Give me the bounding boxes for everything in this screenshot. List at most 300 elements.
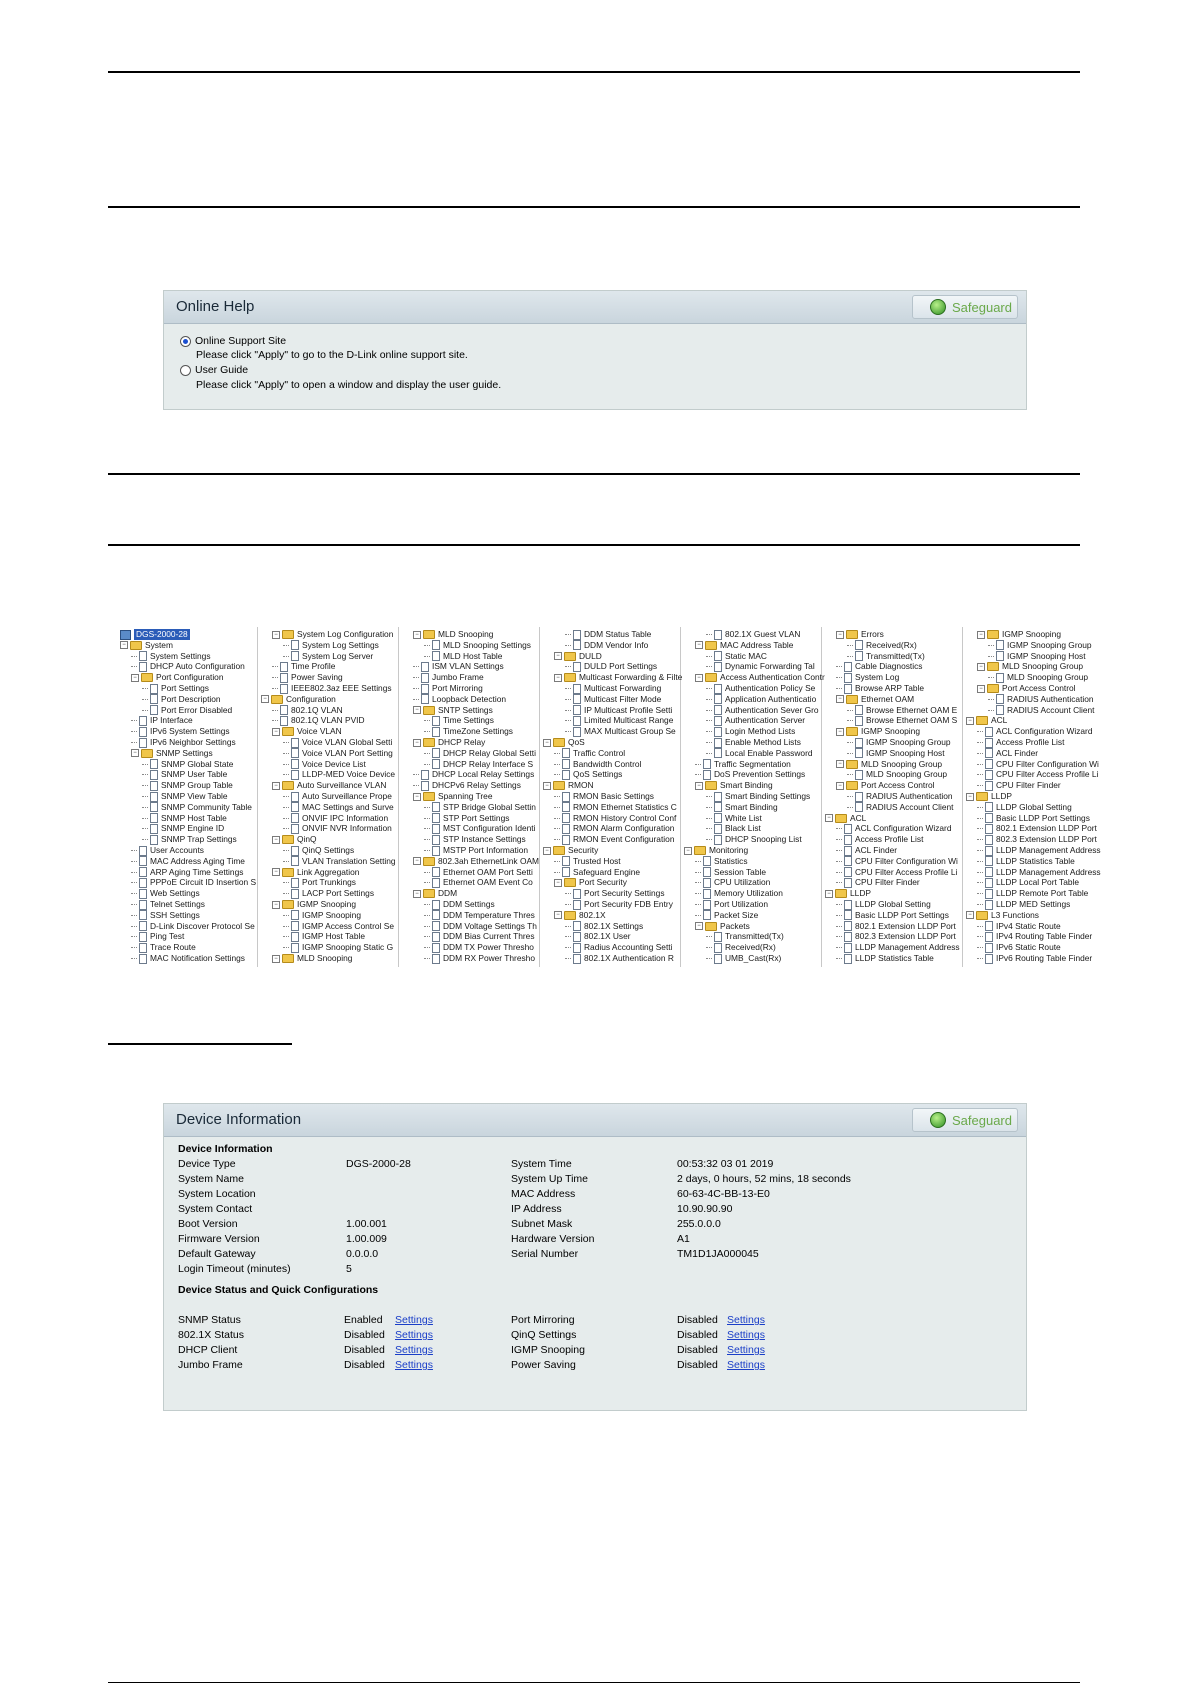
tree-item[interactable] [977,661,1083,672]
tree-item[interactable] [554,813,676,824]
radio-user-guide[interactable] [180,365,191,376]
tree-item[interactable] [977,867,1101,878]
tree-item[interactable] [554,823,674,834]
tree-item[interactable] [706,931,784,942]
tree-item[interactable] [565,888,665,899]
tree-item[interactable] [695,759,791,770]
tree-item[interactable] [565,715,673,726]
tree-item[interactable] [272,899,356,910]
tree-item[interactable] [977,888,1088,899]
collapse-toggle-icon[interactable]: − [836,728,844,736]
collapse-toggle-icon[interactable]: − [272,901,280,909]
tree-item[interactable] [413,791,492,802]
tree-item[interactable] [966,791,1012,802]
tree-item[interactable] [847,737,951,748]
tree-item[interactable] [977,726,1093,737]
tree-item[interactable] [565,921,643,932]
tree-item[interactable] [413,694,506,705]
tree-item[interactable] [977,834,1097,845]
tree-item[interactable] [706,661,815,672]
tree-item[interactable] [836,780,935,791]
tree-item[interactable] [836,672,899,683]
tree-item[interactable] [706,726,795,737]
radio-online-support-site[interactable] [180,336,191,347]
tree-item[interactable] [977,802,1072,813]
tree-item[interactable] [272,661,335,672]
tree-item[interactable] [695,877,770,888]
collapse-toggle-icon[interactable]: − [272,836,280,844]
tree-item[interactable] [565,942,672,953]
tree-item[interactable] [131,877,256,888]
tree-item[interactable] [847,802,954,813]
tree-item[interactable] [424,823,536,834]
tree-item[interactable] [836,931,956,942]
tree-item[interactable] [836,867,957,878]
tree-item[interactable] [142,802,252,813]
settings-link[interactable]: Settings [727,1344,765,1356]
collapse-toggle-icon[interactable]: − [261,695,269,703]
tree-item[interactable] [272,715,365,726]
tree-item[interactable] [283,921,394,932]
tree-item[interactable] [706,748,813,759]
page-icon [573,943,581,953]
tree-item[interactable] [836,759,942,770]
settings-link[interactable]: Settings [395,1329,433,1341]
tree-item[interactable] [413,769,534,780]
page-icon [985,878,993,888]
tree-item[interactable] [424,726,513,737]
collapse-toggle-icon[interactable]: − [413,793,421,801]
tree-item[interactable] [706,715,805,726]
collapse-toggle-icon[interactable]: − [695,674,703,682]
settings-link[interactable]: Settings [395,1344,433,1356]
tree-item[interactable] [272,780,386,791]
tree-item[interactable] [565,931,631,942]
tree-item[interactable] [977,953,1092,964]
tree-item[interactable] [836,942,960,953]
tree-item[interactable] [836,694,914,705]
tree-item[interactable] [283,823,392,834]
tree-item[interactable] [988,672,1088,683]
collapse-toggle-icon[interactable]: − [966,793,974,801]
tree-item[interactable] [836,629,884,640]
tree-item[interactable] [977,683,1076,694]
tree-item-label: IGMP Snooping [1002,629,1061,639]
tree-item[interactable] [142,823,224,834]
tree-item-label: 802.1X User [584,931,631,942]
collapse-toggle-icon[interactable]: − [413,890,421,898]
tree-item[interactable] [684,845,748,856]
tree-item[interactable] [695,899,768,910]
folder-icon [553,738,565,747]
tree-item[interactable] [847,640,917,651]
page-icon [703,770,711,780]
tree-item[interactable] [283,931,365,942]
tree-item[interactable] [706,629,800,640]
tree-item[interactable] [554,748,625,759]
tree-item[interactable] [283,910,361,921]
tree-item[interactable] [424,748,536,759]
tree-item[interactable] [131,888,200,899]
collapse-toggle-icon[interactable]: − [413,857,421,865]
tree-connector [142,764,148,765]
tree-item[interactable] [424,867,533,878]
tree-item[interactable] [131,931,184,942]
page-icon [985,824,993,834]
tree-item[interactable] [543,737,585,748]
tree-connector [836,947,842,948]
tree-item[interactable] [977,899,1070,910]
tree-item[interactable] [272,726,342,737]
tree-item[interactable] [142,759,233,770]
tree-item[interactable] [554,834,674,845]
tree-item[interactable] [977,856,1075,867]
tree-item[interactable] [706,942,776,953]
tree-item[interactable] [836,856,958,867]
tree-item[interactable] [413,661,504,672]
tree-item[interactable] [977,748,1038,759]
tree-item[interactable] [554,791,654,802]
tree-item[interactable] [706,813,762,824]
tree-item[interactable] [283,856,396,867]
collapse-toggle-icon[interactable]: − [554,652,562,660]
collapse-toggle-icon[interactable]: − [825,890,833,898]
tree-item[interactable] [825,813,866,824]
tree-item-label: LLDP Local Port Table [996,877,1080,888]
tree-item[interactable] [283,748,393,759]
tree-item[interactable] [565,899,673,910]
collapse-toggle-icon[interactable]: − [272,955,280,963]
tree-item[interactable] [706,694,816,705]
tree-item[interactable] [424,877,533,888]
option-user-guide[interactable] [180,364,248,376]
page-icon [573,954,581,964]
tree-item[interactable] [272,672,343,683]
tree-item[interactable] [413,705,493,716]
tree-item[interactable] [977,759,1099,770]
page-icon [985,932,993,942]
tree-item[interactable] [424,899,495,910]
tree-item[interactable] [283,877,356,888]
tree-item[interactable] [565,640,648,651]
tree-item[interactable] [413,780,521,791]
tree-item[interactable] [565,629,651,640]
tree-item[interactable] [272,834,317,845]
tree-item[interactable] [543,845,598,856]
tree-item[interactable] [836,877,920,888]
tree-item[interactable] [131,748,213,759]
tree-item[interactable] [131,867,243,878]
collapse-toggle-icon[interactable]: − [977,685,985,693]
collapse-toggle-icon[interactable]: − [413,631,421,639]
collapse-toggle-icon[interactable]: − [684,847,692,855]
tree-item[interactable] [565,661,657,672]
tree-item[interactable] [283,813,388,824]
collapse-toggle-icon[interactable]: − [554,911,562,919]
collapse-toggle-icon[interactable]: − [825,814,833,822]
settings-link[interactable]: Settings [727,1329,765,1341]
collapse-toggle-icon[interactable]: − [977,663,985,671]
tree-item[interactable] [131,899,205,910]
tree-item[interactable] [424,651,502,662]
collapse-toggle-icon[interactable]: − [836,695,844,703]
page-icon [844,932,852,942]
tree-item[interactable] [424,953,535,964]
tree-item[interactable] [847,651,925,662]
tree-item[interactable] [847,715,957,726]
tree-item[interactable] [424,802,536,813]
status-label: 802.1X Status [178,1329,244,1341]
tree-item[interactable] [283,640,379,651]
tree-item[interactable] [120,640,173,651]
tree-item[interactable] [836,899,931,910]
collapse-toggle-icon[interactable]: − [836,782,844,790]
settings-link[interactable]: Settings [395,1359,433,1371]
tree-item[interactable] [120,629,190,640]
tree-item[interactable] [706,953,781,964]
tree-item[interactable] [565,953,674,964]
tree-item[interactable] [977,845,1101,856]
tree-item[interactable] [142,769,227,780]
tree-item[interactable] [695,910,758,921]
collapse-toggle-icon[interactable]: − [272,728,280,736]
settings-link[interactable]: Settings [727,1359,765,1371]
tree-item[interactable] [142,813,227,824]
tree-item[interactable] [977,921,1061,932]
tree-item[interactable] [543,780,594,791]
page-icon [432,824,440,834]
tree-item[interactable] [695,867,766,878]
tree-item[interactable] [836,953,934,964]
tree-item[interactable] [272,705,343,716]
tree-item[interactable] [554,867,640,878]
tree-item[interactable] [836,823,952,834]
tree-item[interactable] [131,651,211,662]
tree-item[interactable] [131,737,236,748]
tree-item[interactable] [554,672,682,683]
tree-item[interactable] [706,737,801,748]
option-online-support-site[interactable] [180,335,286,347]
tree-item[interactable] [131,910,200,921]
tree-item[interactable] [424,845,528,856]
tree-item[interactable] [272,629,393,640]
tree-item[interactable] [977,813,1090,824]
tree-item[interactable] [836,661,923,672]
tree-item[interactable] [565,705,672,716]
tree-item[interactable] [988,705,1095,716]
settings-link[interactable]: Settings [727,1314,765,1326]
tree-item[interactable] [424,910,535,921]
tree-connector [424,947,430,948]
tree-item[interactable] [706,705,819,716]
tree-item[interactable] [554,759,641,770]
tree-item[interactable] [565,726,676,737]
tree-item[interactable] [706,683,815,694]
tree-item[interactable] [977,629,1061,640]
tree-item[interactable] [131,953,245,964]
device-information-header [164,1104,1026,1137]
tree-item[interactable] [283,802,394,813]
tree-item[interactable] [283,651,373,662]
collapse-toggle-icon[interactable]: − [413,706,421,714]
tree-item[interactable] [836,910,949,921]
tree-item[interactable] [413,856,539,867]
tree-item[interactable] [142,683,209,694]
tree-item-label: Access Profile List [855,834,924,845]
tree-item[interactable] [847,748,945,759]
collapse-toggle-icon[interactable]: − [543,782,551,790]
collapse-toggle-icon[interactable]: − [413,739,421,747]
tree-item[interactable] [554,910,606,921]
tree-item[interactable] [283,791,392,802]
tree-item-label: Transmitted(Tx) [866,650,925,661]
tree-item[interactable] [283,759,366,770]
tree-item[interactable] [142,694,221,705]
tree-item[interactable] [695,769,805,780]
tree-item[interactable] [554,802,677,813]
tree-item[interactable] [565,683,661,694]
collapse-toggle-icon[interactable]: − [543,739,551,747]
tree-item[interactable] [706,791,810,802]
tree-item[interactable] [966,910,1039,921]
tree-item[interactable] [283,769,395,780]
tree-item[interactable] [554,651,602,662]
tree-item[interactable] [413,629,493,640]
safeguard-status-icon [930,1112,946,1128]
tree-item[interactable] [413,672,484,683]
collapse-toggle-icon[interactable]: − [695,922,703,930]
tree-item[interactable] [131,856,245,867]
tree-item[interactable] [272,867,359,878]
tree-item[interactable] [131,726,230,737]
tree-item[interactable] [847,705,957,716]
collapse-toggle-icon[interactable]: − [836,760,844,768]
tree-item[interactable] [977,931,1092,942]
collapse-toggle-icon[interactable]: − [272,782,280,790]
tree-item[interactable] [836,726,920,737]
tree-item[interactable] [261,694,336,705]
tree-item[interactable] [142,705,232,716]
tree-item[interactable] [142,834,237,845]
tree-item[interactable] [131,672,224,683]
tree-item[interactable] [988,651,1086,662]
tree-item[interactable] [695,640,793,651]
tree-item[interactable] [977,942,1061,953]
tree-item-label: DDM TX Power Thresho [443,942,534,953]
collapse-toggle-icon[interactable]: − [695,782,703,790]
collapse-toggle-icon[interactable]: − [836,631,844,639]
tree-item[interactable] [131,715,193,726]
settings-link[interactable]: Settings [395,1314,433,1326]
tree-item[interactable] [988,640,1092,651]
tree-item[interactable] [695,672,825,683]
tree-item[interactable] [131,661,245,672]
tree-item[interactable] [977,737,1064,748]
tree-item[interactable] [847,791,953,802]
collapse-toggle-icon[interactable]: − [131,749,139,757]
tree-item[interactable] [977,877,1079,888]
collapse-toggle-icon[interactable]: − [977,631,985,639]
tree-item[interactable] [988,694,1094,705]
collapse-toggle-icon[interactable]: − [554,674,562,682]
collapse-toggle-icon[interactable]: − [554,879,562,887]
tree-item[interactable] [825,888,871,899]
tree-item[interactable] [272,953,352,964]
tree-item[interactable] [413,888,457,899]
tree-item[interactable] [131,921,255,932]
tree-item[interactable] [966,715,1007,726]
tree-item[interactable] [424,640,531,651]
tree-item[interactable] [283,737,392,748]
tree-item[interactable] [131,942,196,953]
collapse-toggle-icon[interactable]: − [131,674,139,682]
tree-item[interactable] [847,769,947,780]
tree-item[interactable] [424,942,534,953]
tree-item[interactable] [142,780,233,791]
tree-item[interactable] [413,683,483,694]
tree-item-label: MAC Notification Settings [150,953,245,963]
tree-item[interactable] [706,834,802,845]
tree-item[interactable] [695,921,750,932]
collapse-toggle-icon[interactable]: − [272,868,280,876]
tree-item-label: Port Security [579,877,627,888]
tree-item[interactable] [413,737,485,748]
tree-item[interactable] [695,856,748,867]
tree-connector [554,872,560,873]
tree-item[interactable] [554,769,622,780]
tree-item[interactable] [706,823,761,834]
tree-item[interactable] [424,834,526,845]
tree-item[interactable] [836,834,923,845]
collapse-toggle-icon[interactable]: − [966,911,974,919]
tree-item[interactable] [554,856,621,867]
tree-item[interactable] [131,845,204,856]
tree-item[interactable] [272,683,392,694]
collapse-toggle-icon[interactable]: − [543,847,551,855]
tree-item[interactable] [424,931,535,942]
tree-item-label: Spanning Tree [438,791,493,801]
tree-item[interactable] [706,802,778,813]
tree-item[interactable] [695,888,783,899]
tree-item[interactable] [836,921,956,932]
tree-connector [131,893,137,894]
tree-item[interactable] [142,791,228,802]
tree-item[interactable] [283,845,354,856]
collapse-toggle-icon[interactable]: − [120,641,128,649]
tree-item[interactable] [283,942,393,953]
tree-item[interactable] [977,769,1098,780]
tree-item[interactable] [695,780,773,791]
tree-item[interactable] [424,813,509,824]
tree-item[interactable] [424,921,537,932]
tree-item-label: Statistics [714,855,748,866]
tree-item[interactable] [424,759,533,770]
tree-item[interactable] [977,780,1061,791]
collapse-toggle-icon[interactable]: − [272,631,280,639]
collapse-toggle-icon[interactable]: − [695,641,703,649]
tree-item[interactable] [424,715,494,726]
tree-item[interactable] [565,694,661,705]
tree-item[interactable] [706,651,767,662]
tree-item[interactable] [554,877,627,888]
tree-connector [977,861,983,862]
collapse-toggle-icon[interactable]: − [966,717,974,725]
tree-item[interactable] [977,823,1097,834]
device-information-panel [163,1103,1027,1411]
tree-item[interactable] [836,683,924,694]
tree-item[interactable] [283,888,374,899]
tree-item[interactable] [836,845,897,856]
